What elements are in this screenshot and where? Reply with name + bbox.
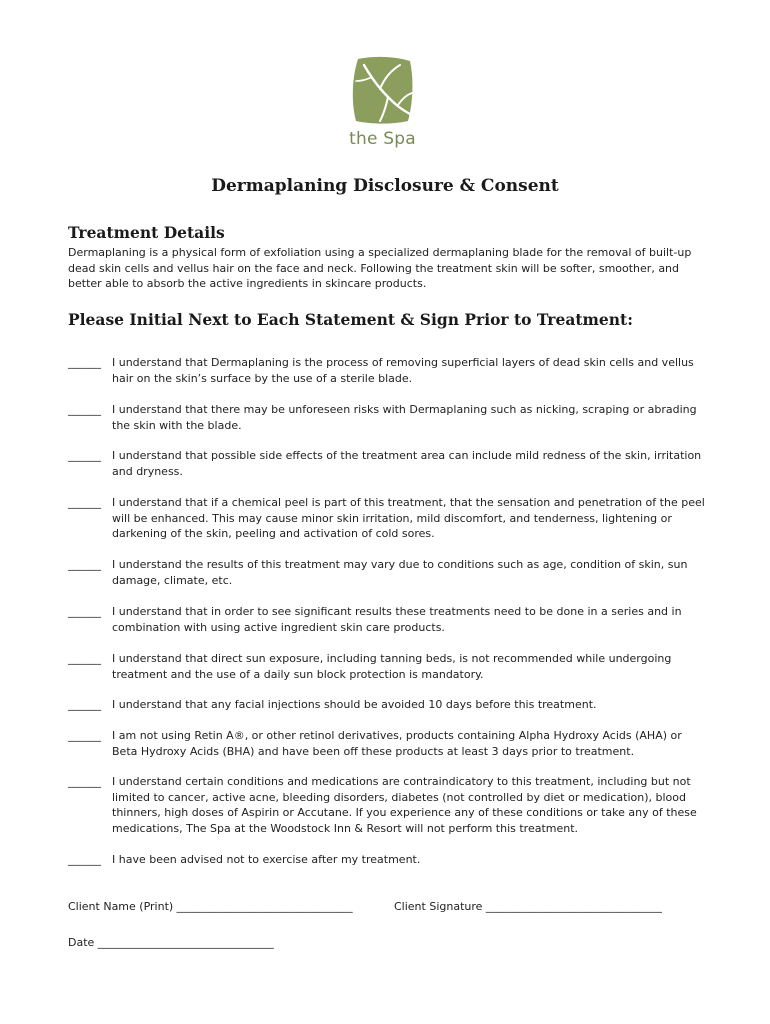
statement-text: I am not using Retin A®, or other retinol derivatives, products containing Alpha Hydroxy Acids (AHA) or Beta Hydroxy Acids (BHA) and have been off these products at least 3 days prior to treatment.	[112, 729, 682, 758]
initial-statements-heading: Please Initial Next to Each Statement & Sign Prior to Treatment:	[68, 310, 633, 329]
statement-item	[68, 557, 708, 588]
statement-text: I understand that if a chemical peel is part of this treatment, that the sensation and penetration of the peel will be enhanced. This may cause minor skin irritation, mild discomfort, and tenderness, lightening or darkening of the skin, peeling and activation of cold sores.	[112, 496, 705, 540]
statement-item	[68, 728, 708, 759]
statement-item	[68, 852, 708, 868]
statement-item	[68, 402, 708, 433]
initial-blank[interactable]: ______	[68, 605, 101, 618]
statement-text: I have been advised not to exercise after my treatment.	[112, 853, 421, 866]
client-name-field[interactable]: Client Name (Print) ________________________________	[68, 900, 353, 913]
initial-blank[interactable]: ______	[68, 558, 101, 571]
statement-item	[68, 651, 708, 682]
client-signature-field[interactable]: Client Signature ________________________________	[394, 900, 662, 913]
statement-item	[68, 495, 708, 542]
statement-text: I understand that possible side effects of the treatment area can include mild redness of the skin, irritation and dryness.	[112, 449, 702, 478]
treatment-details-heading: Treatment Details	[68, 223, 225, 242]
treatment-details-paragraph: Dermaplaning is a physical form of exfoliation using a specialized dermaplaning blade for the removal of built-up dead skin cells and vellus hair on the face and neck. Following the treatment skin will be softer, smoother, and better able to absorb the active ingredients in skincare products.	[68, 246, 692, 290]
statement-text: I understand certain conditions and medications are contraindicatory to this treatment, including but not limited to cancer, active acne, bleeding disorders, diabetes (not controlled by diet or medication), blood thinners, high doses of Aspirin or Accutane. If you experience any of these conditions or take any of these medications, The Spa at the Woodstock Inn & Resort will not perform this treatment.	[112, 775, 697, 835]
initial-blank[interactable]: ______	[68, 698, 101, 711]
logo-text: the Spa	[349, 129, 416, 149]
statement-item	[68, 604, 708, 635]
leaf-logo-icon	[350, 55, 414, 125]
document-title: Dermaplaning Disclosure & Consent	[211, 176, 559, 196]
statement-item	[68, 697, 708, 713]
initial-blank[interactable]: ______	[68, 356, 101, 369]
date-field[interactable]: Date ________________________________	[68, 936, 274, 949]
spa-logo	[345, 55, 420, 155]
statement-text: I understand that there may be unforeseen risks with Dermaplaning such as nicking, scraping or abrading the skin with the blade.	[112, 403, 697, 432]
initial-blank[interactable]: ______	[68, 729, 101, 742]
initial-blank[interactable]: ______	[68, 775, 101, 788]
statement-text: I understand that direct sun exposure, including tanning beds, is not recommended while undergoing treatment and the use of a daily sun block protection is mandatory.	[112, 652, 672, 681]
initial-blank[interactable]: ______	[68, 652, 101, 665]
statement-item	[68, 355, 708, 386]
initial-blank[interactable]: ______	[68, 496, 101, 509]
initial-blank[interactable]: ______	[68, 853, 101, 866]
statement-text: I understand the results of this treatment may vary due to conditions such as age, condition of skin, sun damage, climate, etc.	[112, 558, 688, 587]
initial-blank[interactable]: ______	[68, 449, 101, 462]
statement-item	[68, 774, 708, 836]
initial-blank[interactable]: ______	[68, 403, 101, 416]
statement-item	[68, 448, 708, 479]
statement-text: I understand that Dermaplaning is the process of removing superficial layers of dead skin cells and vellus hair on the skin’s surface by the use of a sterile blade.	[112, 356, 694, 385]
statement-text: I understand that any facial injections should be avoided 10 days before this treatment.	[112, 698, 597, 711]
statement-text: I understand that in order to see significant results these treatments need to be done in a series and in combination with using active ingredient skin care products.	[112, 605, 682, 634]
